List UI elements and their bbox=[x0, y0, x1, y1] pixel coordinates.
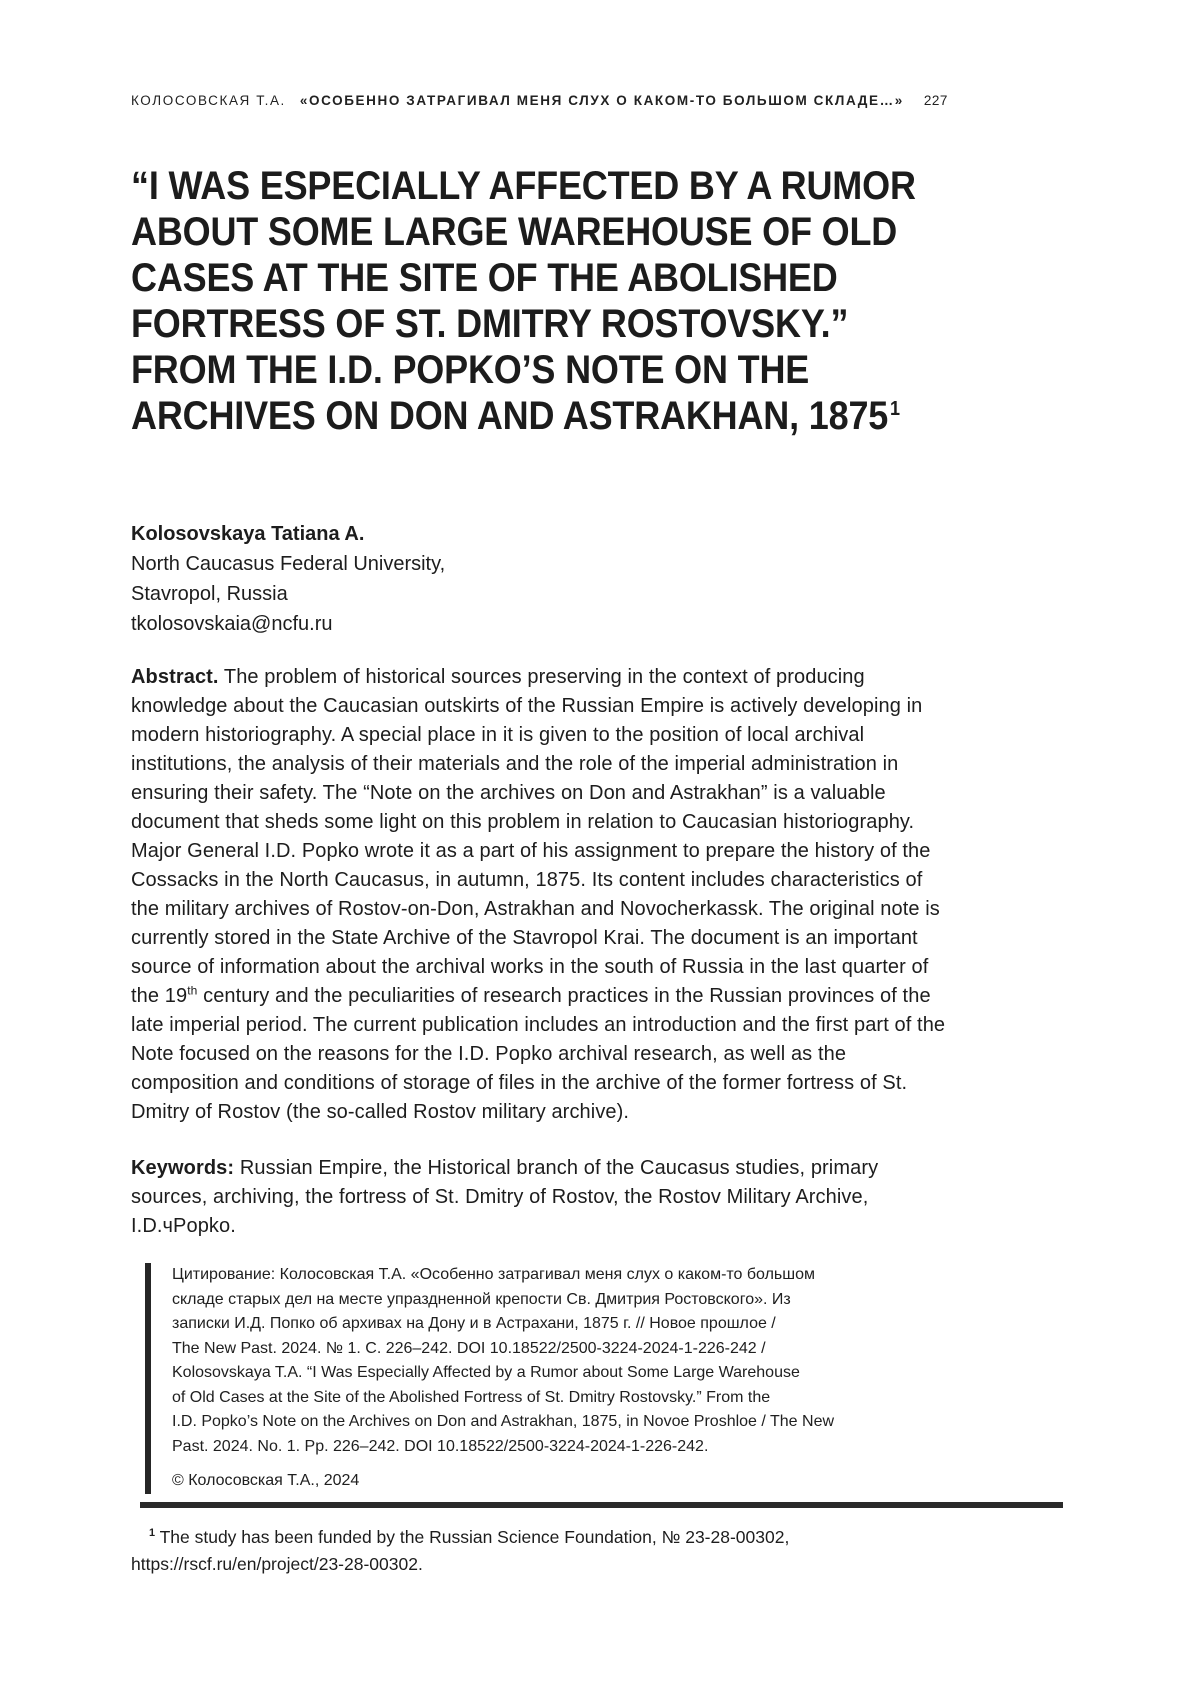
footnote-divider-rule bbox=[140, 1502, 1063, 1508]
citation-block bbox=[145, 1263, 946, 1494]
footnote-marker: 1 bbox=[149, 1526, 156, 1539]
title-line-5: FROM THE I.D. POPKO’S NOTE ON THE bbox=[131, 348, 810, 392]
title-line-4: FORTRESS OF ST. DMITRY ROSTOVSKY.” bbox=[131, 302, 849, 346]
article-title bbox=[131, 163, 946, 439]
running-header bbox=[131, 0, 947, 109]
footnote bbox=[131, 1524, 946, 1578]
title-line-2: ABOUT SOME LARGE WAREHOUSE OF OLD bbox=[131, 210, 898, 254]
copyright-line: © Колосовская Т.А., 2024 bbox=[172, 1472, 360, 1489]
citation-line-4: The New Past. 2024. № 1. С. 226–242. DOI 10.18522/2500-3224-2024-1-226-242 / bbox=[172, 1339, 766, 1357]
ordinal-superscript: th bbox=[187, 983, 198, 998]
citation-line-7: I.D. Popko’s Note on the Archives on Don and Astrakhan, 1875, in Novoe Proshloe / The New bbox=[172, 1413, 835, 1430]
page-number: 227 bbox=[923, 93, 948, 108]
keywords-label: Keywords: bbox=[131, 1157, 235, 1179]
citation-line-5: Kolosovskaya T.A. “I Was Especially Affected by a Rumor about Some Large Warehouse bbox=[172, 1364, 800, 1381]
author-block bbox=[131, 519, 946, 639]
citation-line-8: Past. 2024. No. 1. Pp. 226–242. DOI 10.18522/2500-3224-2024-1-226-242. bbox=[172, 1437, 709, 1455]
abstract-label: Abstract. bbox=[131, 666, 219, 688]
citation-line-1: Цитирование: Колосовская Т.А. «Особенно затрагивал меня слух о каком-то большом bbox=[172, 1266, 815, 1283]
author-location: Stavropol, Russia bbox=[131, 583, 288, 605]
author-affiliation: North Caucasus Federal University, bbox=[131, 553, 446, 575]
title-line-6-text: ARCHIVES ON DON AND ASTRAKHAN, 1875 bbox=[131, 394, 889, 438]
title-line-1: “I WAS ESPECIALLY AFFECTED BY A RUMOR bbox=[131, 164, 916, 208]
running-head-author: КОЛОСОВСКАЯ Т.А. bbox=[131, 93, 286, 108]
author-email: tkolosovskaia@ncfu.ru bbox=[131, 613, 333, 635]
abstract-text-1: The problem of historical sources preserving in the context of producing knowledge about the Caucasian outskirts of the Russian Empire is actively developing in modern historiography. A special place in it is given to the position of local archival institutions, the analysis of their materials and the role of the imperial administration in ensuring their safety. The “Note on the archives on Don and Astrakhan” is a valuable document that sheds some light on this problem in relation to Caucasian historiography. Major General I.D. Popko wrote it as a part of his assignment to prepare the history of the Cossacks in the North Caucasus, in autumn, 1875. Its content includes characteristics of the military archives of Rostov-on-Don, Astrakhan and Novocherkassk. The original note is currently stored in the State Archive of the Stavropol Krai. The document is an important source of information about the archival works in the south of Russia in the last quarter of the 19 bbox=[131, 666, 940, 1007]
running-header-left bbox=[131, 92, 904, 109]
keywords-paragraph bbox=[131, 1154, 946, 1241]
abstract-paragraph bbox=[131, 663, 946, 1127]
citation-line-6: of Old Cases at the Site of the Abolished Fortress of St. Dmitry Rostovsky.” From the bbox=[172, 1388, 771, 1406]
footnote-text: The study has been funded by the Russian Science Foundation, № 23-28-00302, https://rscf.ru/en/project/23-28-00302. bbox=[131, 1526, 790, 1574]
keywords-text: Russian Empire, the Historical branch of the Caucasus studies, primary sources, archiving, the fortress of St. Dmitry of Rostov, the Rostov Military Archive, I.D.чPopko. bbox=[131, 1157, 879, 1237]
running-head-title: «ОСОБЕННО ЗАТРАГИВАЛ МЕНЯ СЛУХ О КАКОМ-ТО БОЛЬШОМ СКЛАДЕ…» bbox=[299, 93, 904, 108]
author-name: Kolosovskaya Tatiana A. bbox=[131, 523, 365, 545]
title-line-3: CASES AT THE SITE OF THE ABOLISHED bbox=[131, 256, 838, 300]
abstract-text-2: century and the peculiarities of research practices in the Russian provinces of the late imperial period. The current publication includes an introduction and the first part of the Note focused on the reasons for the I.D. Popko archival research, as well as the composition and conditions of storage of files in the archive of the former fortress of St. Dmitry of Rostov (the so-called Rostov military archive). bbox=[131, 985, 946, 1123]
title-line-6 bbox=[131, 393, 946, 439]
citation-line-3: записки И.Д. Попко об архивах на Дону и в Астрахани, 1875 г. // Новое прошлое / bbox=[172, 1315, 776, 1332]
citation-line-2: складе старых дел на месте упраздненной крепости Св. Дмитрия Ростовского». Из bbox=[172, 1290, 791, 1308]
article-body bbox=[131, 163, 946, 1494]
title-footnote-ref: 1 bbox=[889, 397, 900, 420]
